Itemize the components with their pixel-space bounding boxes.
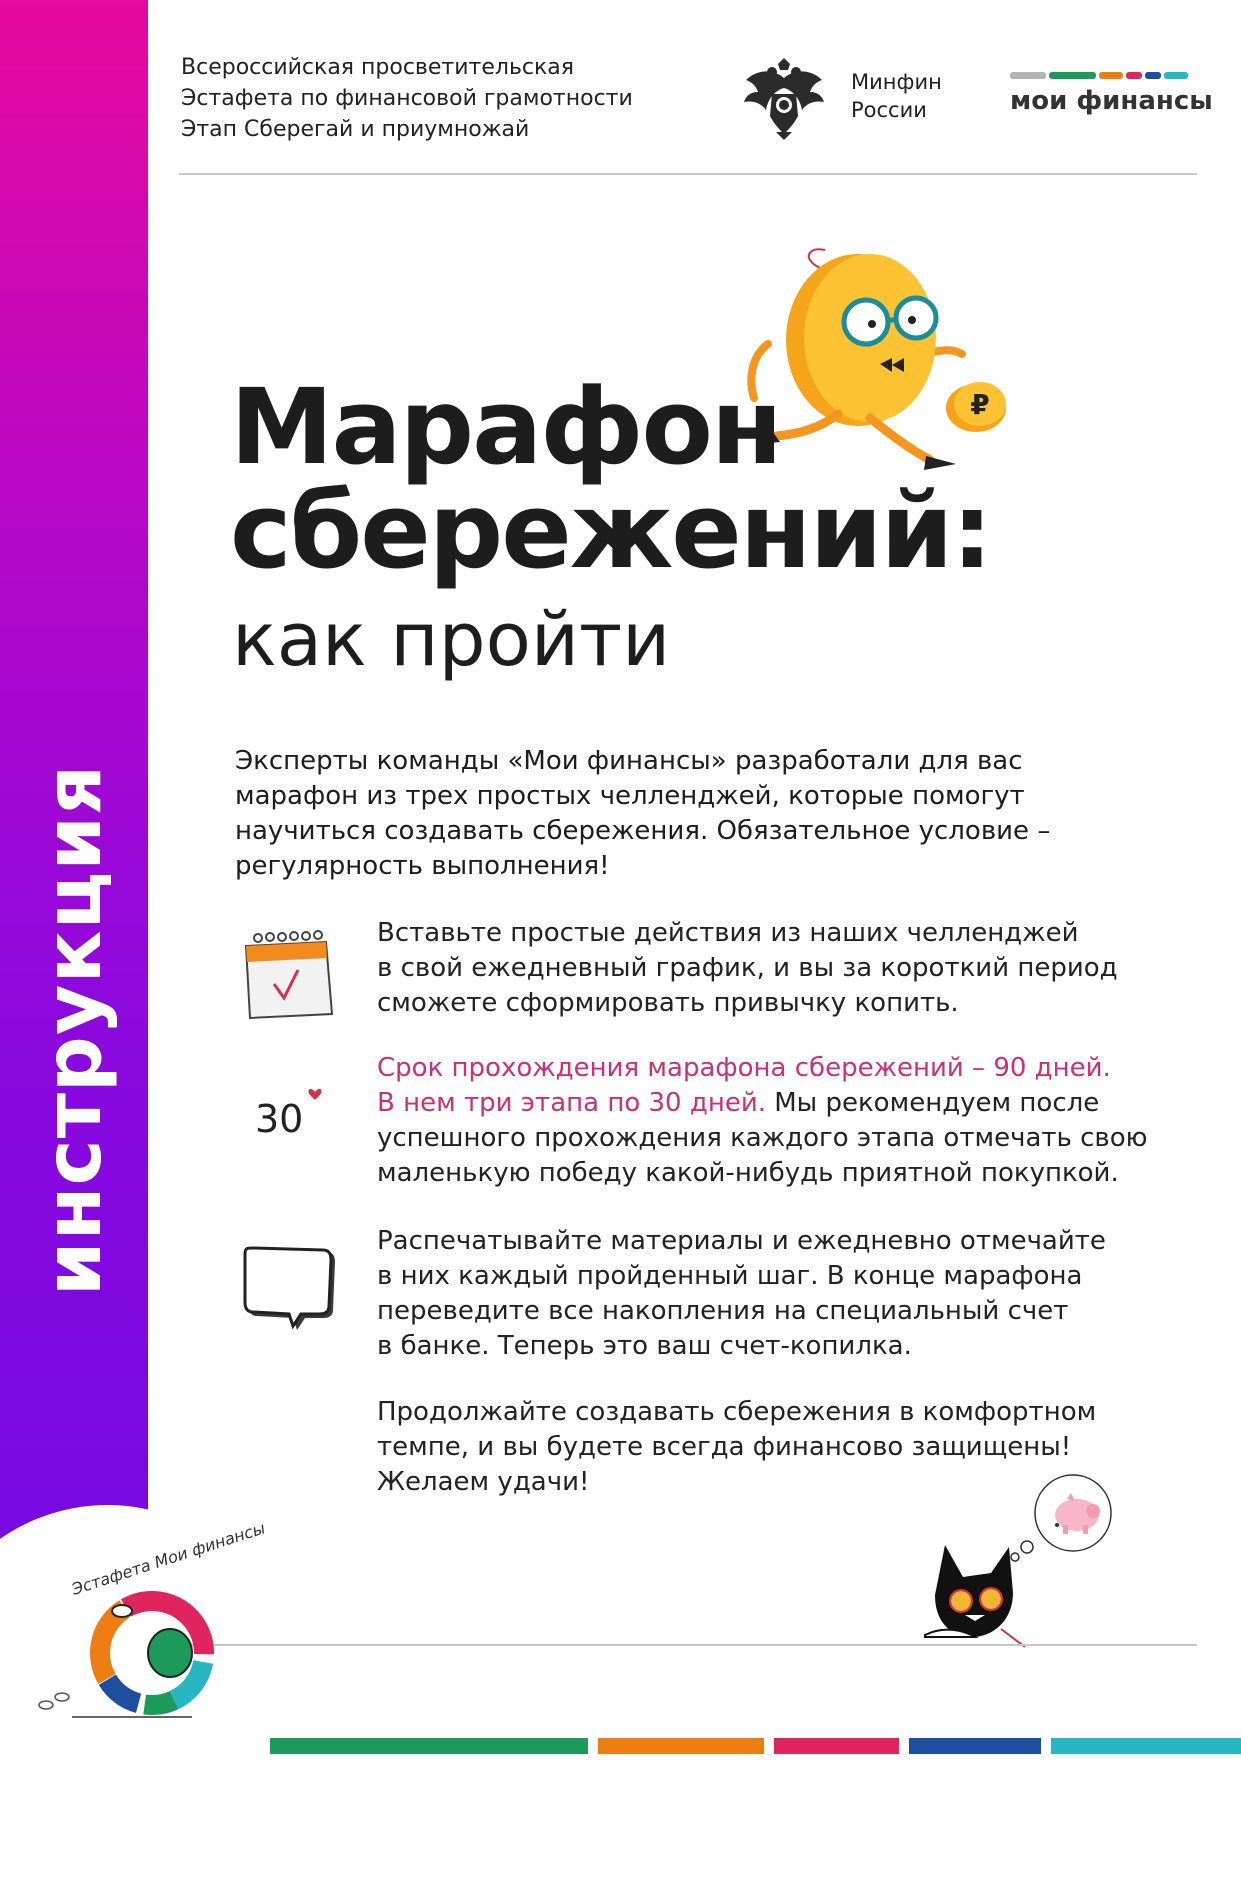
event-title-line: Эстафета по финансовой грамотности [181,86,633,111]
brand-bar [1010,72,1046,79]
page-title [230,366,991,592]
cat-piggybank-icon [905,1465,1150,1655]
closing-line: Желаем удачи! [377,1467,590,1497]
brand-bar [1145,72,1161,79]
brand-bar [1126,72,1142,79]
item-line: сможете сформировать привычку копить. [377,988,959,1018]
item-duration-text [377,1051,1157,1191]
intro-line: Эксперты команды «Мои финансы» разработали для вас [235,746,1023,776]
thirty-heart-icon [253,1070,323,1140]
chat-bubble-icon [243,1244,338,1340]
highlight-line: Срок прохождения марафона сбережений – 90 дней. [377,1053,1111,1083]
calendar-check-icon [240,928,338,1022]
footer-divider [179,1644,1197,1646]
item-line: в банке. Теперь это ваш счет-копилка. [377,1331,912,1361]
item-line: маленькую победу какой-нибудь приятной покупкой. [377,1158,1119,1188]
intro-line: марафон из трех простых челленджей, которые помогут [235,781,1025,811]
event-title [181,52,633,145]
bottom-color-bars [270,1738,1241,1754]
minfin-line: России [851,98,927,122]
highlight-span: В нем три этапа по 30 дней. [377,1088,766,1118]
title-line: сбережений: [230,470,991,592]
mixed-line [377,1086,1157,1121]
brand-color-bars [1010,72,1188,79]
closing-line: Продолжайте создавать сбережения в комфортном [377,1397,1097,1427]
minfin-label [851,68,942,124]
brand-bar [1099,72,1123,79]
intro-paragraph [235,744,1135,884]
item-line: Вставьте простые действия из наших челленджей [377,918,1079,948]
item-line: успешного прохождения каждого этапа отмечать свою [377,1123,1148,1153]
page-subtitle: как пройти [232,597,671,683]
sidebar-gradient [0,0,148,1754]
minfin-line: Минфин [851,70,942,94]
closing-line: темпе, и вы будете всегда финансово защищены! [377,1432,1072,1462]
relay-logo [32,1518,268,1725]
brand-bar [1164,72,1188,79]
item-line: Распечатывайте материалы и ежедневно отмечайте [377,1226,1106,1256]
event-title-line: Всероссийская просветительская [181,55,575,80]
eagle-emblem-icon [742,58,826,140]
sidebar-label: инструкция [29,763,119,1297]
svg-text:₽: ₽ [970,388,990,421]
recommendation-span: Мы рекомендуем после [765,1088,1100,1118]
item-line: переведите все накопления на специальный счет [377,1296,1069,1326]
bottom-bar [774,1738,899,1754]
thirty-label: 30 [255,1097,304,1141]
header-divider [179,173,1197,175]
event-title-line: Этап Сберегай и приумножай [181,117,530,142]
bottom-bar [270,1738,588,1754]
intro-line: научиться создавать сбережения. Обязательное условие – [235,816,1051,846]
intro-line: регулярность выполнения! [235,851,610,881]
title-line: Марафон [230,366,781,488]
brand-bar [1049,72,1097,79]
item-calendar-text [377,916,1157,1021]
item-line: в них каждый пройденный шаг. В конце марафона [377,1261,1083,1291]
bottom-bar [1051,1738,1241,1754]
bottom-bar [598,1738,764,1754]
item-line: в свой ежедневный график, и вы за короткий период [377,953,1118,983]
moi-finansy-logo: мои финансы [1010,86,1213,116]
logo-text: Эстафета Мои финансы [69,1518,268,1599]
item-print-text [377,1224,1157,1364]
bottom-bar [909,1738,1041,1754]
